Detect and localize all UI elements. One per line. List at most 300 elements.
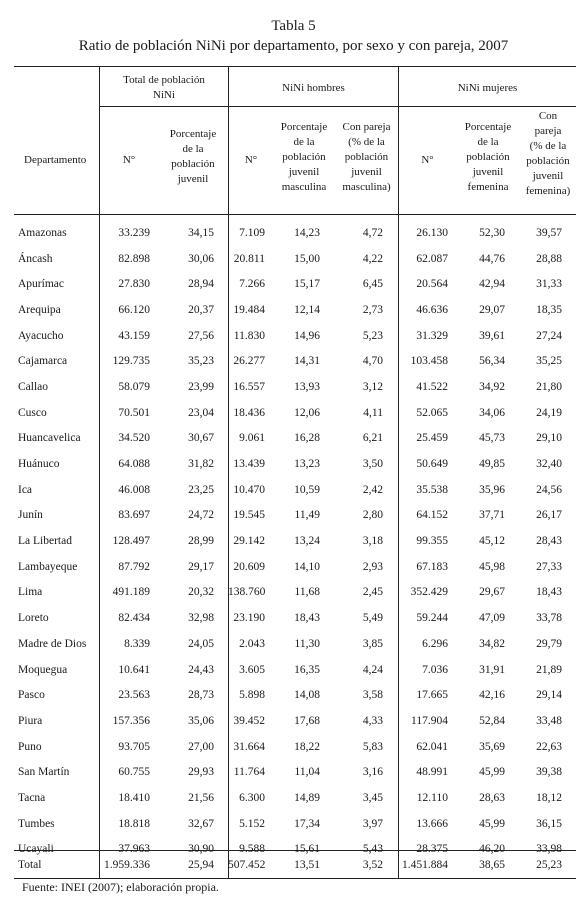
total-pareja-hombres: 3,52 [362, 858, 383, 871]
total-pct-hombres: 13,51 [294, 858, 320, 871]
group-header-total [100, 73, 228, 103]
cell-departamento: Cajamarca [18, 355, 68, 368]
cell-n-mujeres: 12.110 [416, 791, 448, 804]
cell-pct-mujeres: 37,71 [479, 509, 505, 522]
col-header-pct-mujeres [456, 120, 520, 195]
cell-departamento: Loreto [18, 612, 49, 625]
cell-n-mujeres: 28.375 [416, 843, 448, 856]
cell-pct-hombres: 15,61 [294, 843, 320, 856]
table-row [14, 400, 576, 426]
cell-n-mujeres: 7.036 [422, 663, 448, 676]
cell-n-total: 64.088 [118, 458, 150, 471]
cell-pareja-hombres: 3,18 [362, 535, 383, 548]
cell-n-hombres: 29.142 [233, 535, 265, 548]
group-header-mujeres: NiNi mujeres [457, 82, 518, 94]
header-line: juvenil [532, 170, 564, 182]
cell-pareja-mujeres: 31,33 [536, 278, 562, 291]
cell-n-hombres: 16.557 [233, 380, 265, 393]
cell-pct-total: 24,72 [188, 509, 214, 522]
cell-pct-mujeres: 45,12 [479, 535, 505, 548]
cell-pct-hombres: 13,93 [294, 380, 320, 393]
cell-pct-hombres: 18,43 [294, 612, 320, 625]
cell-pct-total: 20,37 [188, 303, 214, 316]
header-line: población [171, 158, 215, 170]
table-subtitle: Ratio de población NiNi por departamento, por sexo y con pareja, 2007 [78, 38, 509, 54]
header-line: (% de la [529, 140, 567, 152]
cell-n-hombres: 11.764 [233, 766, 265, 779]
cell-n-mujeres: 26.130 [416, 226, 448, 239]
cell-pareja-hombres: 5,49 [362, 612, 383, 625]
cell-n-hombres: 19.545 [233, 509, 265, 522]
cell-pareja-mujeres: 28,43 [536, 535, 562, 548]
cell-pareja-mujeres: 33,98 [536, 843, 562, 856]
cell-pct-mujeres: 34,92 [479, 380, 505, 393]
total-pct: 25,94 [188, 858, 214, 871]
cell-n-hombres: 2.043 [239, 637, 265, 650]
cell-n-mujeres: 62.087 [416, 252, 448, 265]
cell-pareja-mujeres: 39,57 [536, 226, 562, 239]
cell-departamento: Puno [18, 740, 42, 753]
cell-departamento: Tumbes [18, 817, 55, 830]
cell-n-mujeres: 103.458 [410, 355, 448, 368]
cell-pareja-mujeres: 32,40 [536, 458, 562, 471]
cell-pareja-mujeres: 21,89 [536, 663, 562, 676]
cell-n-hombres: 5.898 [239, 689, 265, 702]
cell-pct-total: 27,00 [188, 740, 214, 753]
header-line: femenina) [525, 185, 571, 197]
cell-n-total: 129.735 [112, 355, 150, 368]
cell-n-total: 491.189 [112, 586, 150, 599]
cell-pct-mujeres: 49,85 [479, 458, 505, 471]
total-label: Total [18, 858, 42, 871]
header-line: población [344, 151, 389, 163]
cell-n-total: 83.697 [118, 509, 150, 522]
cell-n-mujeres: 50.649 [416, 458, 448, 471]
cell-pct-hombres: 11,30 [294, 637, 320, 650]
header-line: juvenil [288, 166, 320, 178]
header-line: Con [538, 110, 558, 122]
cell-pct-total: 28,73 [188, 689, 214, 702]
cell-n-total: 37.963 [118, 843, 150, 856]
cell-n-hombres: 6.300 [239, 791, 265, 804]
cell-pct-hombres: 15,00 [294, 252, 320, 265]
cell-n-total: 23.563 [118, 689, 150, 702]
table-row [14, 605, 576, 631]
cell-n-hombres: 3.605 [239, 663, 265, 676]
header-line: Porcentaje [280, 121, 328, 133]
cell-pct-total: 32,98 [188, 612, 214, 625]
cell-n-total: 27.830 [118, 278, 150, 291]
cell-departamento: Ucayali [18, 843, 54, 856]
table-row [14, 528, 576, 554]
cell-pct-mujeres: 35,69 [479, 740, 505, 753]
cell-n-mujeres: 31.329 [416, 329, 448, 342]
cell-pct-total: 29,93 [188, 766, 214, 779]
cell-pct-hombres: 11,49 [294, 509, 320, 522]
cell-pct-mujeres: 45,99 [479, 817, 505, 830]
table-row [14, 759, 576, 785]
total-table [14, 852, 576, 877]
cell-pct-hombres: 17,34 [294, 817, 320, 830]
cell-pct-hombres: 17,68 [294, 714, 320, 727]
cell-n-total: 10.641 [118, 663, 150, 676]
cell-pareja-hombres: 2,80 [362, 509, 383, 522]
total-pct-mujeres: 38,65 [479, 858, 505, 871]
cell-departamento: Huánuco [18, 458, 60, 471]
cell-n-total: 66.120 [118, 303, 150, 316]
cell-pareja-mujeres: 26,17 [536, 509, 562, 522]
cell-n-mujeres: 117.904 [411, 714, 448, 727]
cell-n-hombres: 5.152 [239, 817, 265, 830]
cell-departamento: Amazonas [18, 226, 67, 239]
table-row [14, 734, 576, 760]
cell-n-hombres: 10.470 [233, 483, 265, 496]
cell-pct-total: 30,90 [188, 843, 214, 856]
group-total-line1: Total de población [123, 74, 205, 86]
cell-n-hombres: 26.277 [233, 355, 265, 368]
header-line: masculina [281, 181, 327, 193]
table-row [14, 348, 576, 374]
cell-n-mujeres: 17.665 [416, 689, 448, 702]
table-row [14, 271, 576, 297]
table-title: Tabla 5 [271, 18, 316, 34]
cell-pareja-mujeres: 24,56 [536, 483, 562, 496]
cell-pct-mujeres: 42,94 [479, 278, 505, 291]
cell-n-hombres: 7.109 [239, 226, 265, 239]
cell-pct-mujeres: 52,84 [479, 714, 505, 727]
cell-pct-total: 23,99 [188, 380, 214, 393]
source-note: Fuente: INEI (2007); elaboración propia. [22, 880, 219, 894]
group-total-line2: NiNi [153, 89, 175, 101]
cell-pareja-mujeres: 39,38 [536, 766, 562, 779]
cell-pct-hombres: 14,10 [294, 560, 320, 573]
total-n: 1.959.336 [104, 858, 150, 871]
cell-pct-hombres: 14,96 [294, 329, 320, 342]
cell-pareja-hombres: 4,70 [362, 355, 383, 368]
cell-pareja-mujeres: 29,10 [536, 432, 562, 445]
cell-pareja-mujeres: 18,12 [536, 791, 562, 804]
cell-n-mujeres: 352.429 [410, 586, 448, 599]
cell-pct-hombres: 10,59 [294, 483, 320, 496]
cell-pct-hombres: 14,08 [294, 689, 320, 702]
cell-pct-total: 34,15 [188, 226, 214, 239]
cell-n-mujeres: 67.183 [416, 560, 448, 573]
col-header-pareja-mujeres [520, 109, 576, 199]
cell-departamento: Áncash [18, 252, 53, 265]
cell-n-total: 70.501 [118, 406, 150, 419]
cell-n-hombres: 23.190 [233, 612, 265, 625]
cell-pareja-hombres: 6,21 [362, 432, 383, 445]
cell-pareja-hombres: 2,42 [362, 483, 383, 496]
total-pareja-mujeres: 25,23 [536, 858, 562, 871]
cell-departamento: Piura [18, 714, 43, 727]
cell-pct-mujeres: 47,09 [479, 612, 505, 625]
cell-n-mujeres: 20.564 [416, 278, 448, 291]
cell-pareja-hombres: 2,73 [362, 303, 383, 316]
cell-pct-hombres: 14,89 [294, 791, 320, 804]
cell-n-mujeres: 48.991 [416, 766, 448, 779]
cell-pct-mujeres: 46,20 [479, 843, 505, 856]
header-line: Porcentaje [464, 121, 512, 133]
header-line: juvenil [351, 166, 382, 178]
cell-n-total: 33.239 [118, 226, 150, 239]
table-row [14, 785, 576, 811]
cell-pct-total: 24,05 [188, 637, 214, 650]
table-row [14, 708, 576, 734]
cell-pct-mujeres: 45,73 [479, 432, 505, 445]
cell-n-total: 43.159 [118, 329, 150, 342]
cell-pareja-mujeres: 18,43 [536, 586, 562, 599]
cell-n-hombres: 18.436 [233, 406, 265, 419]
cell-departamento: Ica [18, 483, 33, 496]
cell-pareja-mujeres: 18,35 [536, 303, 562, 316]
cell-departamento: San Martín [18, 766, 70, 779]
cell-pareja-hombres: 5,43 [362, 843, 383, 856]
cell-pct-hombres: 11,68 [294, 586, 320, 599]
cell-departamento: Tacna [18, 791, 46, 804]
cell-pct-total: 23,25 [188, 483, 214, 496]
table-row [14, 220, 576, 246]
cell-pct-hombres: 14,23 [294, 226, 320, 239]
cell-pct-hombres: 13,24 [294, 535, 320, 548]
col-header-n-mujeres: N° [421, 154, 434, 166]
cell-n-hombres: 7.266 [239, 278, 265, 291]
cell-n-total: 60.755 [118, 766, 150, 779]
cell-pareja-mujeres: 29,14 [536, 689, 562, 702]
header-line: de la [477, 136, 499, 148]
table-row [14, 682, 576, 708]
cell-pct-mujeres: 31,91 [479, 663, 505, 676]
cell-pct-mujeres: 34,06 [479, 406, 505, 419]
cell-pareja-mujeres: 33,48 [536, 714, 562, 727]
cell-departamento: Madre de Dios [18, 637, 87, 650]
cell-pareja-mujeres: 35,25 [536, 355, 562, 368]
cell-n-mujeres: 41.522 [416, 380, 448, 393]
table-row [14, 657, 576, 683]
cell-pareja-hombres: 3,97 [362, 817, 383, 830]
cell-n-hombres: 138.760 [228, 586, 266, 599]
table-row [14, 426, 576, 452]
cell-pareja-hombres: 3,50 [362, 458, 383, 471]
cell-pct-total: 35,23 [188, 355, 214, 368]
cell-pct-hombres: 15,17 [294, 278, 320, 291]
cell-pct-total: 29,17 [188, 560, 214, 573]
cell-pct-hombres: 16,35 [294, 663, 320, 676]
cell-pct-total: 24,43 [188, 663, 214, 676]
cell-n-mujeres: 64.152 [416, 509, 448, 522]
cell-pareja-hombres: 3,16 [362, 766, 383, 779]
cell-pct-total: 20,32 [188, 586, 214, 599]
table-row [14, 374, 576, 400]
header-line: juvenil [177, 173, 209, 185]
cell-n-total: 82.434 [118, 612, 150, 625]
cell-pct-hombres: 14,31 [294, 355, 320, 368]
cell-n-total: 82.898 [118, 252, 150, 265]
cell-departamento: La Libertad [18, 535, 72, 548]
cell-pareja-hombres: 4,11 [363, 406, 383, 419]
cell-n-mujeres: 13.666 [416, 817, 448, 830]
cell-pareja-hombres: 2,93 [362, 560, 383, 573]
cell-n-hombres: 20.609 [233, 560, 265, 573]
header-line: (% de la [348, 136, 385, 148]
cell-n-mujeres: 46.636 [416, 303, 448, 316]
table-row [14, 503, 576, 529]
cell-pareja-mujeres: 29,79 [536, 637, 562, 650]
cell-pct-hombres: 18,22 [294, 740, 320, 753]
table-row [14, 246, 576, 272]
cell-pct-hombres: 11,04 [294, 766, 320, 779]
cell-departamento: Huancavelica [18, 432, 81, 445]
cell-n-mujeres: 59.244 [416, 612, 448, 625]
table-row [14, 451, 576, 477]
cell-pareja-mujeres: 36,15 [536, 817, 562, 830]
cell-n-hombres: 9.061 [239, 432, 265, 445]
group-header-hombres: NiNi hombres [282, 82, 345, 94]
cell-n-hombres: 11.830 [233, 329, 265, 342]
cell-pareja-mujeres: 21,80 [536, 380, 562, 393]
cell-pareja-mujeres: 24,19 [536, 406, 562, 419]
header-line: juvenil [472, 166, 504, 178]
col-header-departamento: Departamento [24, 154, 87, 166]
cell-pct-mujeres: 44,76 [479, 252, 505, 265]
cell-pct-mujeres: 56,34 [479, 355, 505, 368]
table-row [14, 631, 576, 657]
table-row [14, 811, 576, 837]
cell-pareja-hombres: 5,23 [362, 329, 383, 342]
cell-pct-total: 23,04 [188, 406, 214, 419]
cell-n-mujeres: 25.459 [416, 432, 448, 445]
cell-n-hombres: 31.664 [233, 740, 265, 753]
cell-pct-total: 27,56 [188, 329, 214, 342]
cell-pareja-mujeres: 33,78 [536, 612, 562, 625]
cell-departamento: Callao [18, 380, 49, 393]
col-header-pct-total [158, 127, 228, 187]
header-line: pareja [534, 125, 562, 137]
cell-departamento: Cusco [18, 406, 47, 419]
cell-pareja-mujeres: 22,63 [536, 740, 562, 753]
cell-n-mujeres: 99.355 [416, 535, 448, 548]
cell-pareja-hombres: 4,22 [362, 252, 383, 265]
cell-pct-mujeres: 45,99 [479, 766, 505, 779]
cell-n-total: 18.818 [118, 817, 150, 830]
cell-pareja-mujeres: 28,88 [536, 252, 562, 265]
cell-pct-total: 31,82 [188, 458, 214, 471]
cell-pct-mujeres: 52,30 [479, 226, 505, 239]
col-header-n-hombres: N° [244, 154, 258, 166]
cell-pct-mujeres: 28,63 [479, 791, 505, 804]
cell-pct-hombres: 16,28 [294, 432, 320, 445]
cell-n-hombres: 9.588 [239, 843, 265, 856]
cell-pct-hombres: 12,06 [294, 406, 320, 419]
header-line: de la [182, 143, 204, 155]
cell-pareja-hombres: 3,85 [362, 637, 383, 650]
cell-pareja-hombres: 4,24 [362, 663, 383, 676]
cell-pct-total: 21,56 [188, 791, 214, 804]
cell-departamento: Ayacucho [18, 329, 64, 342]
cell-pareja-hombres: 3,45 [362, 791, 383, 804]
cell-n-mujeres: 6.296 [422, 637, 448, 650]
cell-pct-mujeres: 35,96 [479, 483, 505, 496]
cell-pct-total: 32,67 [188, 817, 214, 830]
cell-pareja-hombres: 4,33 [362, 714, 383, 727]
cell-departamento: Moquegua [18, 663, 68, 676]
cell-n-total: 93.705 [118, 740, 150, 753]
cell-pareja-hombres: 2,45 [362, 586, 383, 599]
cell-pct-hombres: 12,14 [294, 303, 320, 316]
cell-n-total: 157.356 [112, 714, 150, 727]
cell-n-hombres: 13.439 [233, 458, 265, 471]
total-row [14, 852, 576, 877]
cell-n-mujeres: 35.538 [416, 483, 448, 496]
cell-pareja-mujeres: 27,24 [536, 329, 562, 342]
cell-departamento: Lambayeque [18, 560, 78, 573]
header-line: femenina [467, 181, 509, 193]
cell-pareja-hombres: 4,72 [362, 226, 383, 239]
cell-pareja-mujeres: 27,33 [536, 560, 562, 573]
table-row [14, 554, 576, 580]
cell-pct-mujeres: 42,16 [479, 689, 505, 702]
cell-n-total: 46.008 [118, 483, 150, 496]
cell-pct-mujeres: 34,82 [479, 637, 505, 650]
cell-pareja-hombres: 6,45 [362, 278, 383, 291]
cell-pct-total: 30,67 [188, 432, 214, 445]
header-line: población [466, 151, 510, 163]
table-row [14, 580, 576, 606]
cell-pct-total: 30,06 [188, 252, 214, 265]
header-line: Con pareja [342, 121, 391, 133]
cell-pareja-hombres: 5,83 [362, 740, 383, 753]
cell-n-mujeres: 62.041 [416, 740, 448, 753]
col-header-pct-hombres [273, 120, 335, 195]
header-line: de la [293, 136, 315, 148]
cell-departamento: Arequipa [18, 303, 61, 316]
cell-pct-total: 28,94 [188, 278, 214, 291]
header-line: población [282, 151, 326, 163]
table-row [14, 297, 576, 323]
table-row [14, 477, 576, 503]
cell-n-total: 18.410 [118, 791, 150, 804]
cell-departamento: Apurímac [18, 278, 64, 291]
cell-n-total: 128.497 [112, 535, 150, 548]
cell-departamento: Junín [18, 509, 43, 522]
cell-departamento: Lima [18, 586, 43, 599]
header-line: masculina) [342, 181, 391, 193]
cell-pct-total: 35,06 [188, 714, 214, 727]
cell-n-total: 34.520 [118, 432, 150, 445]
cell-departamento: Pasco [18, 689, 45, 702]
cell-n-total: 8.339 [124, 637, 150, 650]
cell-pct-total: 28,99 [188, 535, 214, 548]
col-header-n-total: N° [122, 154, 136, 166]
cell-pareja-hombres: 3,12 [362, 380, 383, 393]
cell-n-hombres: 39.452 [233, 714, 265, 727]
col-header-pareja-hombres [335, 120, 398, 195]
table-row [14, 323, 576, 349]
cell-n-total: 58.079 [118, 380, 150, 393]
header-line: población [526, 155, 570, 167]
cell-pct-mujeres: 29,07 [479, 303, 505, 316]
rule-groups [100, 106, 576, 107]
cell-pct-mujeres: 29,67 [479, 586, 505, 599]
cell-pct-hombres: 13,23 [294, 458, 320, 471]
cell-pareja-hombres: 3,58 [362, 689, 383, 702]
cell-n-mujeres: 52.065 [416, 406, 448, 419]
total-n-hombres: 507.452 [228, 858, 266, 871]
cell-pct-mujeres: 39,61 [479, 329, 505, 342]
cell-pct-mujeres: 45,98 [479, 560, 505, 573]
cell-n-hombres: 20.811 [233, 252, 265, 265]
header-line: Porcentaje [169, 128, 217, 140]
